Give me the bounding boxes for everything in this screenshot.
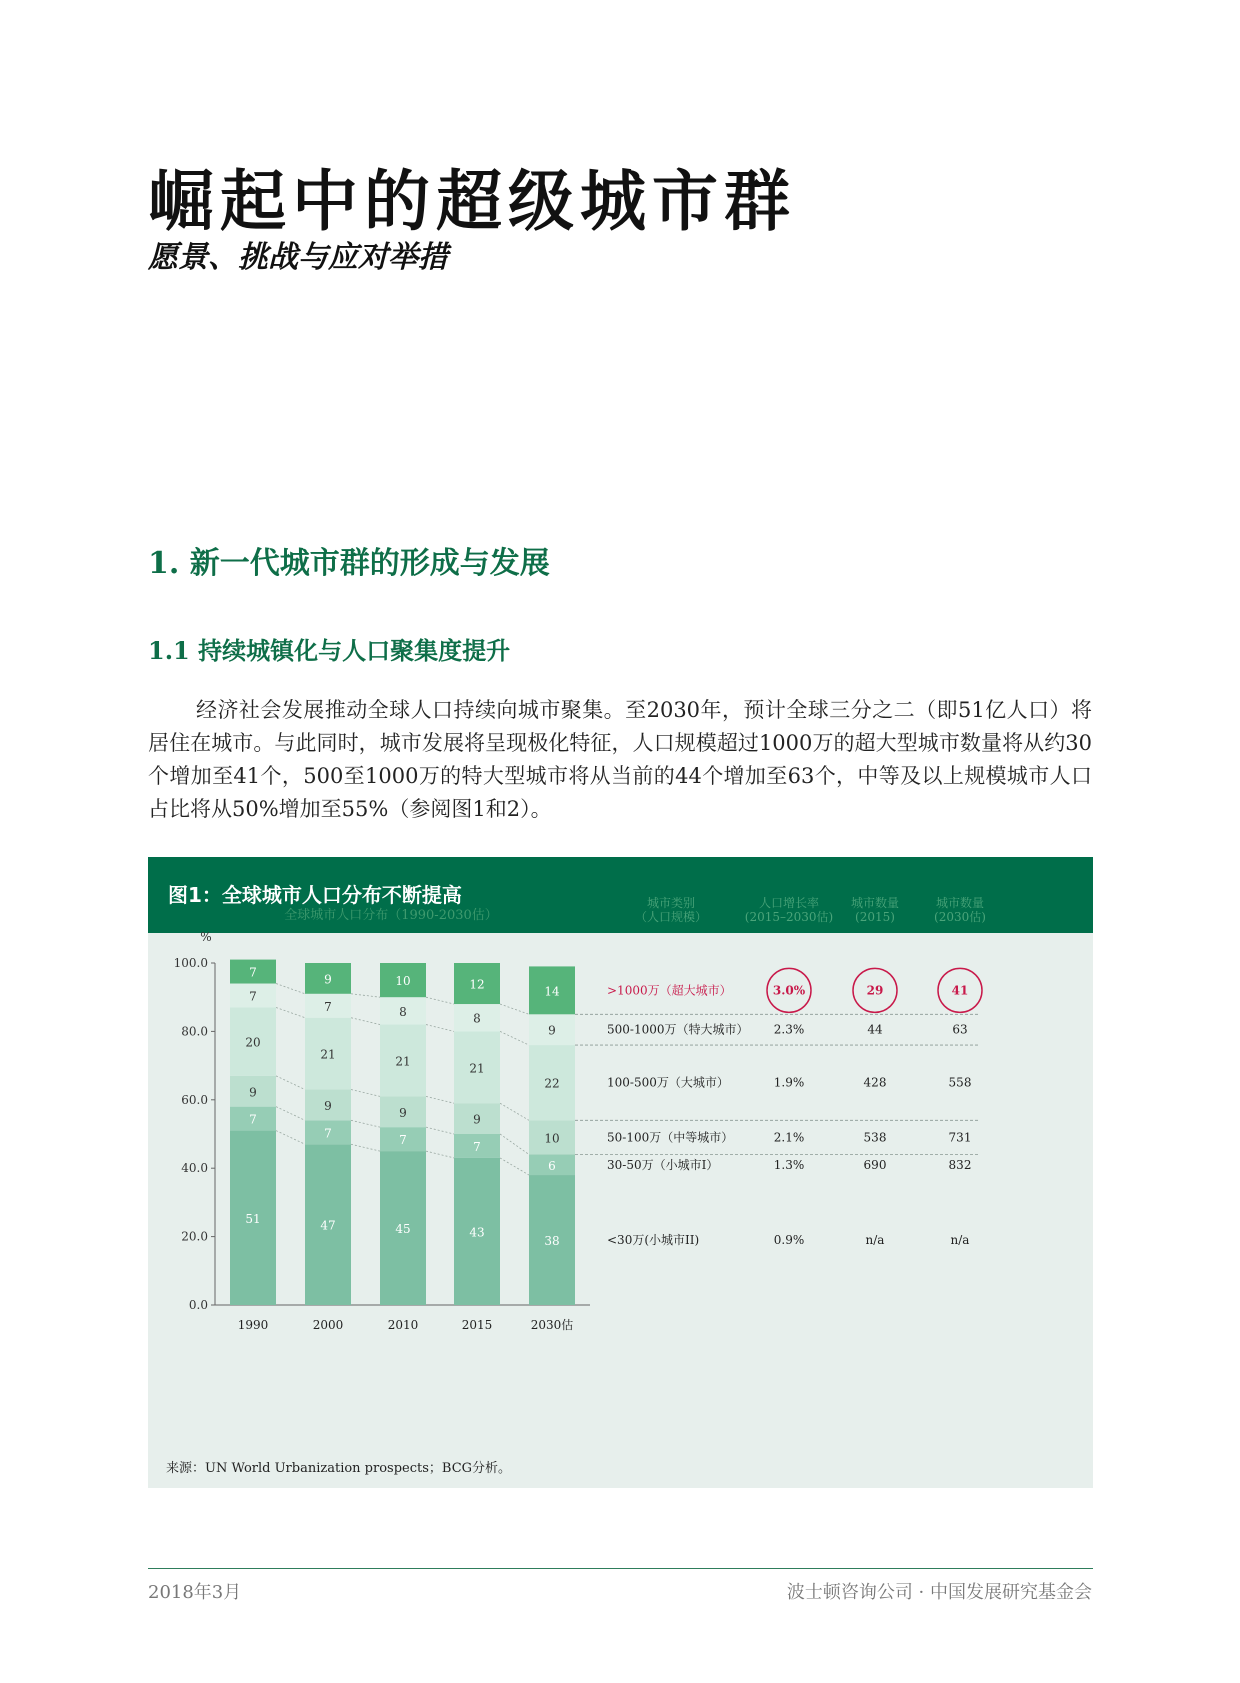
y-tick-label: 20.0 [181, 1229, 208, 1244]
bar-value-label: 43 [469, 1225, 485, 1240]
segment-connector [351, 1120, 380, 1127]
table-cell: 690 [863, 1157, 887, 1172]
x-tick-label: 2030估 [530, 1318, 574, 1332]
segment-connector [276, 1131, 305, 1145]
segment-connector [426, 1127, 454, 1134]
footer-rule [148, 1568, 1093, 1569]
chart-title: 全球城市人口分布（1990-2030估） [284, 908, 498, 923]
bar-value-label: 21 [469, 1061, 485, 1076]
table-header-text: (2030估) [934, 910, 986, 924]
table-header-text: 人口增长率 [758, 896, 820, 910]
table-cell: n/a [950, 1233, 970, 1248]
table-header-text: 城市数量 [935, 896, 985, 910]
bar-value-label: 6 [548, 1158, 556, 1173]
chart-svg [148, 857, 1093, 1488]
table-row-label: >1000万（超大城市） [607, 983, 732, 998]
segment-connector [351, 1090, 380, 1097]
bar-value-label: 14 [544, 984, 560, 999]
bar-value-label: 12 [469, 977, 485, 992]
segment-connector [426, 1096, 454, 1103]
table-cell: 538 [863, 1130, 887, 1145]
y-tick-label: 100.0 [173, 956, 208, 970]
page-subtitle: 愿景、挑战与应对举措 [148, 240, 448, 275]
figure-header: 图1：全球城市人口分布不断提高 [148, 857, 1093, 933]
bar-value-label: 7 [324, 1126, 332, 1141]
table-cell: 41 [951, 983, 969, 998]
y-tick-label: 0.0 [188, 1298, 208, 1312]
bar-value-label: 21 [320, 1047, 336, 1062]
segment-connector [500, 1158, 529, 1175]
segment-connector [426, 1025, 454, 1032]
table-row-label: 50-100万（中等城市） [607, 1130, 734, 1145]
segment-connector [276, 1007, 305, 1017]
x-tick-label: 2015 [461, 1318, 493, 1332]
table-cell: 832 [948, 1157, 972, 1172]
table-cell: 2.1% [773, 1130, 805, 1145]
bar-value-label: 45 [395, 1222, 411, 1237]
segment-connector [500, 1004, 529, 1014]
y-tick-label: 80.0 [181, 1024, 208, 1039]
bar-value-label: 7 [249, 965, 257, 980]
table-row-label: 100-500万（大城市） [607, 1075, 729, 1090]
table-cell: 731 [948, 1130, 972, 1145]
segment-connector [351, 994, 380, 997]
bar-value-label: 9 [324, 1098, 332, 1113]
page-title: 崛起中的超级城市群 [148, 162, 796, 240]
body-paragraph: 经济社会发展推动全球人口持续向城市聚集。至2030年，预计全球三分之二（即51亿人口）将居住在城市。与此同时，城市发展将呈现极化特征，人口规模超过1000万的超大型城市数量将从约30个增加至41个，500至1000万的特大型城市将从当前的44个增加至63个，中等及以上规模城市人口占比将从50%增加至55%（参阅图1和2）。 [148, 698, 1092, 821]
bar-value-label: 8 [399, 1004, 407, 1019]
table-cell: 558 [948, 1075, 972, 1090]
segment-connector [426, 997, 454, 1004]
bar-value-label: 20 [245, 1035, 261, 1050]
bar-value-label: 8 [473, 1011, 481, 1026]
table-header-text: 城市数量 [850, 896, 900, 910]
table-cell: 3.0% [772, 983, 806, 998]
segment-connector [276, 1076, 305, 1090]
bar-value-label: 9 [548, 1023, 556, 1038]
table-cell: 0.9% [773, 1233, 805, 1248]
bar-value-label: 9 [249, 1085, 257, 1100]
x-tick-label: 2010 [387, 1318, 419, 1332]
table-row-label: 500-1000万（特大城市） [607, 1022, 749, 1037]
x-tick-label: 2000 [312, 1318, 344, 1332]
table-header-text: （人口规模） [634, 910, 708, 924]
table-row-label: 30-50万（小城市I） [607, 1157, 719, 1172]
bar-value-label: 22 [544, 1076, 560, 1091]
bar-value-label: 10 [395, 974, 411, 989]
table-cell: 44 [867, 1022, 883, 1037]
segment-connector [351, 1144, 380, 1151]
bar-value-label: 38 [544, 1234, 560, 1249]
table-cell: 1.9% [773, 1075, 805, 1090]
bar-value-label: 9 [324, 972, 332, 987]
segment-connector [426, 1151, 454, 1158]
table-row-label: <30万(小城市II) [607, 1233, 700, 1248]
segment-connector [276, 1107, 305, 1121]
table-cell: n/a [865, 1233, 885, 1248]
bar-value-label: 9 [399, 1105, 407, 1120]
y-tick-label: 60.0 [181, 1092, 208, 1107]
table-cell: 2.3% [773, 1022, 805, 1037]
bar-value-label: 21 [395, 1054, 411, 1069]
table-cell: 1.3% [773, 1157, 805, 1172]
bar-value-label: 9 [473, 1112, 481, 1127]
figure-source: 来源：UN World Urbanization prospects；BCG分析。 [166, 1461, 512, 1476]
subsection-heading: 1.1 持续城镇化与人口聚集度提升 [148, 636, 511, 665]
table-cell: 63 [952, 1022, 968, 1037]
y-axis-unit: % [200, 930, 212, 944]
table-header-text: (2015) [855, 910, 895, 924]
figure-1 [148, 857, 1093, 1488]
bar-value-label: 51 [245, 1211, 261, 1226]
segment-connector [351, 1018, 380, 1025]
y-tick-label: 40.0 [181, 1161, 208, 1176]
bar-value-label: 7 [324, 999, 332, 1014]
bar-value-label: 47 [320, 1218, 336, 1233]
bar-value-label: 10 [544, 1131, 560, 1146]
table-cell: 29 [866, 983, 884, 998]
bar-value-label: 7 [249, 989, 257, 1004]
footer-date: 2018年3月 [148, 1582, 242, 1603]
segment-connector [500, 1103, 529, 1120]
table-cell: 428 [863, 1075, 887, 1090]
bar-value-label: 7 [249, 1112, 257, 1127]
segment-connector [276, 984, 305, 994]
table-header-text: (2015–2030估) [744, 910, 834, 924]
bar-value-label: 7 [473, 1139, 481, 1154]
footer-publisher: 波士顿咨询公司 · 中国发展研究基金会 [786, 1582, 1092, 1603]
segment-connector [500, 1134, 529, 1155]
table-header-text: 城市类别 [646, 896, 696, 910]
bar-value-label: 7 [399, 1133, 407, 1148]
segment-connector [500, 1031, 529, 1045]
section-heading: 1. 新一代城市群的形成与发展 [148, 546, 550, 581]
x-tick-label: 1990 [237, 1318, 269, 1332]
